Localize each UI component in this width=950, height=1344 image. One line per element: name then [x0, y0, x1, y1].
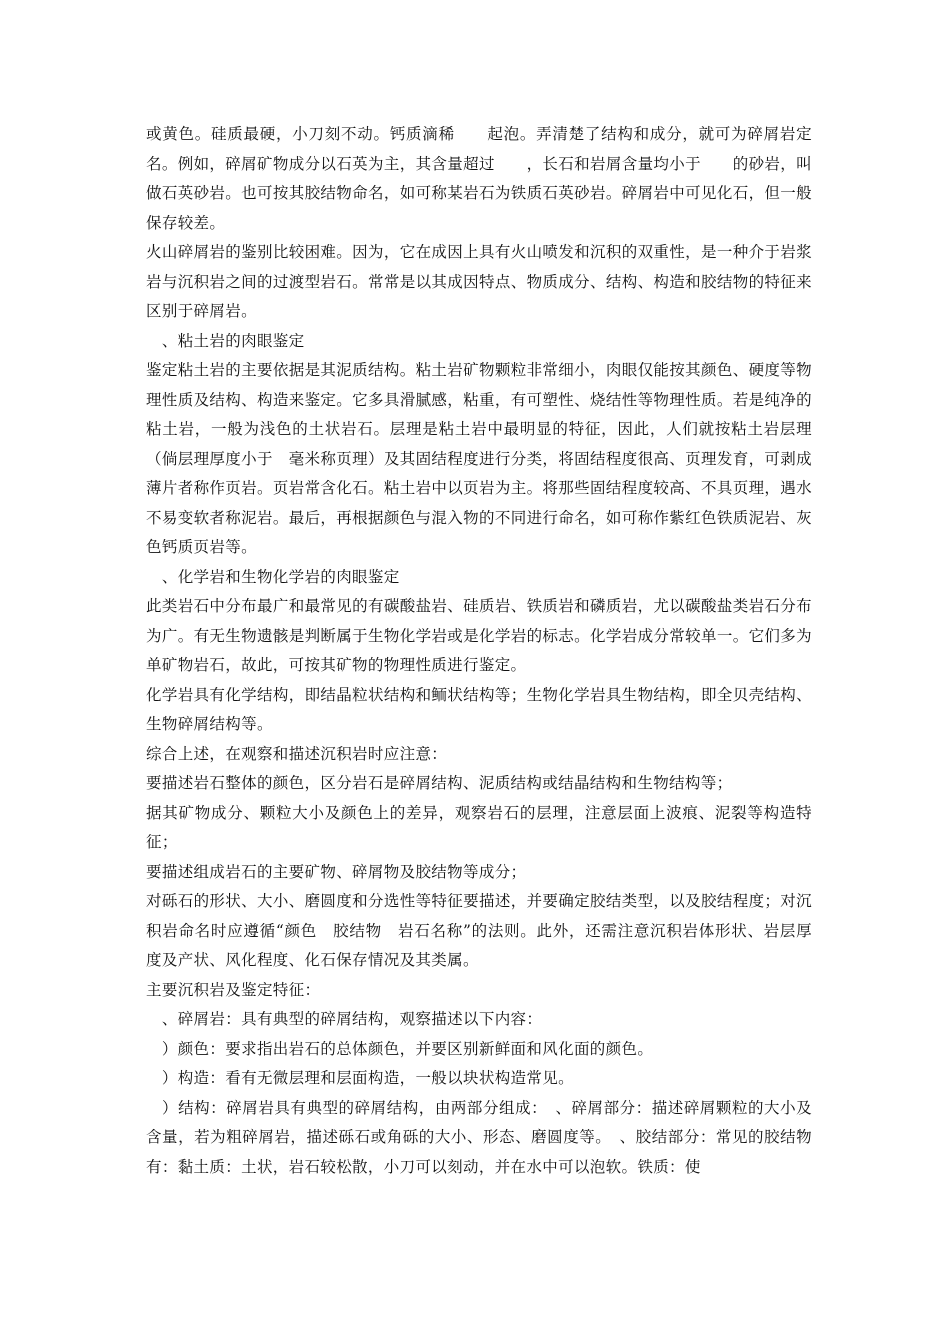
paragraph-chemical-structure: 化学岩具有化学结构，即结晶粒状结构和鲕状结构等；生物化学岩具生物结构，即全贝壳结构、生物碎屑结构等。	[146, 685, 812, 733]
list-item-gravel-naming: 对砾石的形状、大小、磨圆度和分选性等特征要描述，并要确定胶结类型，以及胶结程度；对沉积岩命名时应遵循“颜色 胶结物 岩石名称”的法则。此外，还需注意沉积岩体形状、岩层厚度及产状、风化程度、化石保存情况及其类属。	[146, 892, 812, 969]
section-heading-chemical-rock: 、化学岩和生物化学岩的肉眼鉴定	[146, 567, 400, 586]
paragraph-summary-intro: 综合上述，在观察和描述沉积岩时应注意：	[146, 744, 448, 763]
section-heading-clay-rock: 、粘土岩的肉眼鉴定	[146, 331, 305, 350]
list-item-clastic-structure: ）构造：看有无微层理和层面构造，一般以块状构造常见。	[146, 1069, 574, 1087]
list-item-bedding: 据其矿物成分、颗粒大小及颜色上的差异，观察岩石的层理，注意层面上波痕、泥裂等构造特征；	[146, 803, 812, 851]
document-body	[146, 120, 812, 1182]
list-item-composition: 要描述组成岩石的主要矿物、碎屑物及胶结物等成分；	[146, 862, 527, 881]
paragraph-chemical-rock: 此类岩石中分布最广和最常见的有碳酸盐岩、硅质岩、铁质岩和磷质岩，尤以碳酸盐类岩石分布为广。有无生物遗骸是判断属于生物化学岩或是化学岩的标志。化学岩成分常较单一。它们多为单矿物岩石，故此，可按其矿物的物理性质进行鉴定。	[146, 597, 812, 674]
list-item-color: 要描述岩石整体的颜色，区分岩石是碎屑结构、泥质结构或结晶结构和生物结构等；	[146, 774, 733, 792]
list-item-clastic-rock: 、碎屑岩：具有典型的碎屑结构，观察描述以下内容：	[146, 1010, 543, 1028]
paragraph-clastic-naming: 或黄色。硅质最硬，小刀刻不动。钙质滴稀 起泡。弄清楚了结构和成分，就可为碎屑岩定名。例如，碎屑矿物成分以石英为主，其含量超过 ，长石和岩屑含量均小于 的砂岩，叫做石英砂岩。也可按其胶结物命名，如可称某岩石为铁质石英砂岩。碎屑岩中可见化石，但一般保存较差。	[146, 125, 812, 232]
paragraph-clay-rock: 鉴定粘土岩的主要依据是其泥质结构。粘土岩矿物颗粒非常细小，肉眼仅能按其颜色、硬度等物理性质及结构、构造来鉴定。它多具滑腻感，粘重，有可塑性、烧结性等物理性质。若是纯净的粘土岩，一般为浅色的土状岩石。层理是粘土岩中最明显的特征，因此，人们就按粘土岩层理（倘层理厚度小于 毫米称页理）及其固结程度进行分类，将固结程度很高、页理发育，可剥成薄片者称作页岩。页岩常含化石。粘土岩中以页岩为主。将那些固结程度较高、不具页理，遇水不易变软者称泥岩。最后，再根据颜色与混入物的不同进行命名，如可称作紫红色铁质泥岩、灰色钙质页岩等。	[146, 361, 812, 556]
paragraph-main-rocks-heading: 主要沉积岩及鉴定特征：	[146, 980, 321, 999]
list-item-clastic-color: ）颜色：要求指出岩石的总体颜色，并要区别新鲜面和风化面的颜色。	[146, 1039, 654, 1058]
list-item-clastic-texture: ）结构：碎屑岩具有典型的碎屑结构，由两部分组成： 、碎屑部分：描述碎屑颗粒的大小及含量，若为粗碎屑岩，描述砾石或角砾的大小、形态、磨圆度等。 、胶结部分：常见的胶结物有：黏土质：土状，岩石较松散，小刀可以刻动，并在水中可以泡软。铁质：使	[146, 1098, 812, 1176]
paragraph-pyroclastic: 火山碎屑岩的鉴别比较困难。因为，它在成因上具有火山喷发和沉积的双重性，是一种介于岩浆岩与沉积岩之间的过渡型岩石。常常是以其成因特点、物质成分、结构、构造和胶结物的特征来区别于碎屑岩。	[146, 243, 812, 320]
